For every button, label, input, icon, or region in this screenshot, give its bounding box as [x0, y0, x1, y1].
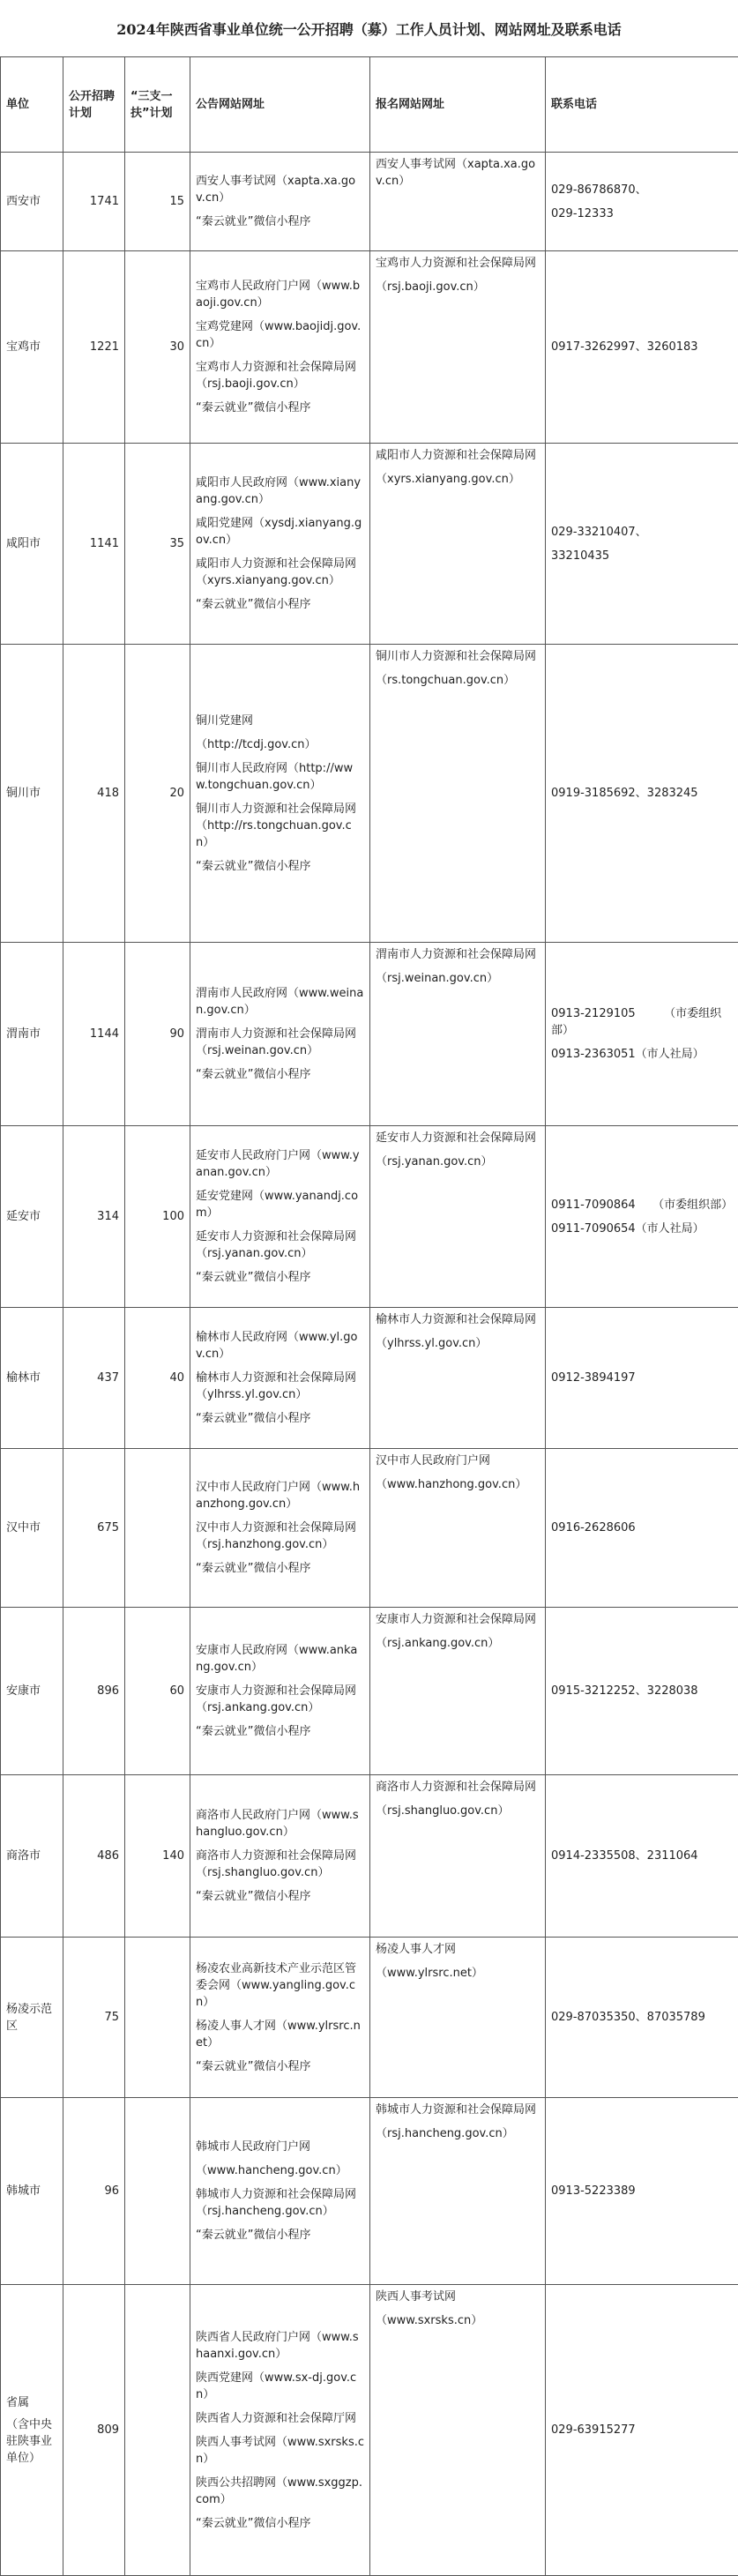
unit-cell	[1, 1608, 63, 1775]
notice-line[interactable]: 西安人事考试网（xapta.xa.gov.cn）	[196, 173, 364, 206]
register-line[interactable]: （rsj.baoji.gov.cn）	[376, 279, 540, 295]
unit-cell	[1, 1126, 63, 1308]
table-row	[1, 2098, 738, 2285]
unit-cell	[1, 153, 63, 251]
notice-site-cell	[190, 153, 370, 251]
register-line[interactable]: （www.ylrsrc.net）	[376, 1965, 540, 1982]
phone-cell	[546, 1608, 738, 1775]
plan-count: 896	[63, 1608, 125, 1775]
phone-line: 0913-5223389	[551, 2183, 733, 2199]
plan-count: 418	[63, 645, 125, 943]
phone-cell	[546, 2098, 738, 2285]
unit-name: 汉中市	[6, 1519, 57, 1536]
phone-cell	[546, 645, 738, 943]
notice-line[interactable]: 陕西省人力资源和社会保障厅网	[196, 2410, 364, 2427]
register-site-cell	[370, 2098, 546, 2285]
phone-cell	[546, 1126, 738, 1308]
notice-line[interactable]: 杨凌农业高新技术产业示范区管委会网（www.yangling.gov.cn）	[196, 1960, 364, 2011]
notice-line[interactable]: 延安市人民政府门户网（www.yanan.gov.cn）	[196, 1147, 364, 1181]
register-line[interactable]: 铜川市人力资源和社会保障局网	[376, 648, 540, 665]
phone-line: 029-12333	[551, 205, 733, 222]
phone-cell	[546, 153, 738, 251]
register-site-cell	[370, 1938, 546, 2098]
unit-name: 韩城市	[6, 2183, 57, 2199]
notice-line[interactable]: 延安党建网（www.yanandj.com）	[196, 1188, 364, 1221]
notice-line[interactable]: “秦云就业”微信小程序	[196, 1888, 364, 1905]
phone-line: 029-86786870、	[551, 182, 733, 198]
phone-cell	[546, 943, 738, 1126]
phone-line: 0917-3262997、3260183	[551, 339, 733, 355]
notice-line[interactable]: 榆林市人力资源和社会保障局网（ylhrss.yl.gov.cn）	[196, 1370, 364, 1403]
register-line[interactable]: （www.sxrsks.cn）	[376, 2312, 540, 2329]
unit-name: 铜川市	[6, 785, 57, 802]
register-line[interactable]: 咸阳市人力资源和社会保障局网	[376, 447, 540, 464]
table-row	[1, 1449, 738, 1608]
unit-cell	[1, 645, 63, 943]
unit-name: 杨凌示范区	[6, 2001, 57, 2035]
table-body	[1, 153, 738, 2576]
unit-name: 榆林市	[6, 1370, 57, 1386]
notice-line[interactable]: 韩城市人力资源和社会保障局网（rsj.hancheng.gov.cn）	[196, 2186, 364, 2220]
phone-line: 029-63915277	[551, 2422, 733, 2438]
register-line[interactable]: 杨凌人事人才网	[376, 1941, 540, 1958]
plan-count: 675	[63, 1449, 125, 1608]
phone-cell	[546, 1775, 738, 1938]
sanzhi-count	[125, 1938, 190, 2098]
register-line[interactable]: 榆林市人力资源和社会保障局网	[376, 1311, 540, 1328]
header-register-site: 报名网站网址	[370, 57, 546, 153]
header-plan: 公开招聘计划	[63, 57, 125, 153]
unit-name: 宝鸡市	[6, 339, 57, 355]
register-line[interactable]: （ylhrss.yl.gov.cn）	[376, 1335, 540, 1352]
notice-line[interactable]: 陕西党建网（www.sx-dj.gov.cn）	[196, 2370, 364, 2403]
register-site-cell	[370, 1126, 546, 1308]
sanzhi-count: 40	[125, 1308, 190, 1449]
plan-count: 437	[63, 1308, 125, 1449]
notice-line[interactable]: 杨凌人事人才网（www.ylrsrc.net）	[196, 2018, 364, 2051]
notice-line[interactable]: “秦云就业”微信小程序	[196, 858, 364, 875]
table-row	[1, 153, 738, 251]
table-row	[1, 444, 738, 645]
notice-line[interactable]: 渭南市人力资源和社会保障局网（rsj.weinan.gov.cn）	[196, 1026, 364, 1059]
notice-site-cell	[190, 943, 370, 1126]
notice-line[interactable]: 延安市人力资源和社会保障局网（rsj.yanan.gov.cn）	[196, 1228, 364, 1262]
unit-cell	[1, 2098, 63, 2285]
unit-cell	[1, 444, 63, 645]
unit-cell	[1, 1938, 63, 2098]
notice-site-cell	[190, 251, 370, 444]
sanzhi-count: 35	[125, 444, 190, 645]
notice-line[interactable]: “秦云就业”微信小程序	[196, 2515, 364, 2532]
register-site-cell	[370, 444, 546, 645]
notice-line[interactable]: 咸阳市人民政府网（www.xianyang.gov.cn）	[196, 474, 364, 508]
notice-site-cell	[190, 1449, 370, 1608]
register-line[interactable]: 延安市人力资源和社会保障局网	[376, 1130, 540, 1146]
plan-count: 486	[63, 1775, 125, 1938]
notice-line[interactable]: “秦云就业”微信小程序	[196, 1560, 364, 1577]
notice-site-cell	[190, 2098, 370, 2285]
notice-site-cell	[190, 2285, 370, 2576]
table-row	[1, 1775, 738, 1938]
plan-count: 75	[63, 1938, 125, 2098]
notice-site-cell	[190, 645, 370, 943]
register-site-cell	[370, 2285, 546, 2576]
register-site-cell	[370, 1775, 546, 1938]
notice-line[interactable]: 安康市人民政府网（www.ankang.gov.cn）	[196, 1642, 364, 1676]
sanzhi-count: 60	[125, 1608, 190, 1775]
sanzhi-count: 140	[125, 1775, 190, 1938]
sanzhi-count: 15	[125, 153, 190, 251]
register-line[interactable]: （www.hanzhong.gov.cn）	[376, 1476, 540, 1493]
register-site-cell	[370, 943, 546, 1126]
header-unit: 单位	[1, 57, 63, 153]
sanzhi-count	[125, 2285, 190, 2576]
phone-cell	[546, 444, 738, 645]
phone-line: 029-87035350、87035789	[551, 2009, 733, 2026]
unit-cell	[1, 2285, 63, 2576]
phone-line: 029-33210407、	[551, 524, 733, 541]
register-line[interactable]: （rsj.shangluo.gov.cn）	[376, 1803, 540, 1819]
plan-count: 1141	[63, 444, 125, 645]
notice-line[interactable]: “秦云就业”微信小程序	[196, 399, 364, 416]
register-site-cell	[370, 153, 546, 251]
register-line[interactable]: 西安人事考试网（xapta.xa.gov.cn）	[376, 156, 540, 190]
register-site-cell	[370, 1449, 546, 1608]
notice-site-cell	[190, 1308, 370, 1449]
recruitment-table	[0, 56, 738, 2576]
register-site-cell	[370, 1608, 546, 1775]
unit-cell	[1, 1775, 63, 1938]
sanzhi-count	[125, 1449, 190, 1608]
table-row	[1, 251, 738, 444]
notice-line[interactable]: “秦云就业”微信小程序	[196, 213, 364, 230]
notice-site-cell	[190, 1608, 370, 1775]
sanzhi-count	[125, 2098, 190, 2285]
register-line[interactable]: 商洛市人力资源和社会保障局网	[376, 1779, 540, 1796]
register-line[interactable]: 汉中市人民政府门户网	[376, 1452, 540, 1469]
phone-line: 0911-7090654（市人社局）	[551, 1221, 733, 1237]
unit-name: 延安市	[6, 1208, 57, 1225]
notice-line[interactable]: 陕西省人民政府门户网（www.shaanxi.gov.cn）	[196, 2329, 364, 2363]
unit-cell	[1, 943, 63, 1126]
unit-name: 西安市	[6, 193, 57, 210]
plan-count: 314	[63, 1126, 125, 1308]
table-row	[1, 1938, 738, 2098]
phone-line: 0912-3894197	[551, 1370, 733, 1386]
header-phone: 联系电话	[546, 57, 738, 153]
phone-cell	[546, 1449, 738, 1608]
phone-cell	[546, 2285, 738, 2576]
table-row	[1, 645, 738, 943]
notice-line[interactable]: “秦云就业”微信小程序	[196, 2227, 364, 2244]
header-notice-site: 公告网站网址	[190, 57, 370, 153]
notice-line[interactable]: 汉中市人力资源和社会保障局网（rsj.hanzhong.gov.cn）	[196, 1519, 364, 1553]
phone-cell	[546, 251, 738, 444]
unit-note: （含中央驻陕事业单位）	[6, 2416, 57, 2467]
notice-site-cell	[190, 1126, 370, 1308]
register-line[interactable]: 陕西人事考试网	[376, 2289, 540, 2305]
plan-count: 1144	[63, 943, 125, 1126]
plan-count: 96	[63, 2098, 125, 2285]
table-header-row	[1, 57, 738, 153]
register-line[interactable]: 渭南市人力资源和社会保障局网	[376, 946, 540, 963]
unit-name: 渭南市	[6, 1026, 57, 1042]
phone-line: 0913-2129105 （市委组织部）	[551, 1005, 733, 1039]
phone-line: 0915-3212252、3228038	[551, 1683, 733, 1699]
notice-line[interactable]: 宝鸡党建网（www.baojidj.gov.cn）	[196, 318, 364, 352]
notice-line[interactable]: “秦云就业”微信小程序	[196, 596, 364, 613]
table-row	[1, 2285, 738, 2576]
phone-line: 0913-2363051（市人社局）	[551, 1046, 733, 1063]
notice-line[interactable]: 汉中市人民政府门户网（www.hanzhong.gov.cn）	[196, 1479, 364, 1512]
notice-line[interactable]: 安康市人力资源和社会保障局网（rsj.ankang.gov.cn）	[196, 1683, 364, 1716]
phone-line: 0919-3185692、3283245	[551, 785, 733, 802]
notice-line[interactable]: 铜川市人力资源和社会保障局网（http://rs.tongchuan.gov.cn）	[196, 801, 364, 851]
notice-line[interactable]: 商洛市人民政府门户网（www.shangluo.gov.cn）	[196, 1807, 364, 1841]
notice-line[interactable]: 陕西公共招聘网（www.sxggzp.com）	[196, 2475, 364, 2508]
notice-line[interactable]: 渭南市人民政府网（www.weinan.gov.cn）	[196, 985, 364, 1019]
page-title: 2024年陕西省事业单位统一公开招聘（募）工作人员计划、网站网址及联系电话	[0, 0, 738, 56]
notice-line[interactable]: 咸阳市人力资源和社会保障局网（xyrs.xianyang.gov.cn）	[196, 556, 364, 589]
notice-line[interactable]: 宝鸡市人力资源和社会保障局网（rsj.baoji.gov.cn）	[196, 359, 364, 392]
notice-line[interactable]: 榆林市人民政府网（www.yl.gov.cn）	[196, 1329, 364, 1363]
unit-name: 省属	[6, 2394, 57, 2411]
notice-line[interactable]: 韩城市人民政府门户网	[196, 2139, 364, 2155]
notice-line[interactable]: “秦云就业”微信小程序	[196, 1066, 364, 1083]
phone-line: 0914-2335508、2311064	[551, 1848, 733, 1864]
register-line[interactable]: 宝鸡市人力资源和社会保障局网	[376, 255, 540, 272]
plan-count: 1741	[63, 153, 125, 251]
notice-line[interactable]: “秦云就业”微信小程序	[196, 1723, 364, 1740]
table-row	[1, 943, 738, 1126]
notice-line[interactable]: 陕西人事考试网（www.sxrsks.cn）	[196, 2434, 364, 2468]
plan-count: 1221	[63, 251, 125, 444]
register-line[interactable]: （rsj.yanan.gov.cn）	[376, 1154, 540, 1170]
notice-line[interactable]: “秦云就业”微信小程序	[196, 1269, 364, 1286]
register-line[interactable]: （xyrs.xianyang.gov.cn）	[376, 471, 540, 488]
notice-line[interactable]: 铜川党建网	[196, 713, 364, 729]
notice-site-cell	[190, 1775, 370, 1938]
unit-name: 商洛市	[6, 1848, 57, 1864]
notice-line[interactable]: 咸阳党建网（xysdj.xianyang.gov.cn）	[196, 515, 364, 549]
notice-line[interactable]: （http://tcdj.gov.cn）	[196, 736, 364, 753]
phone-line: 0916-2628606	[551, 1519, 733, 1536]
phone-line: 33210435	[551, 548, 733, 564]
sanzhi-count: 100	[125, 1126, 190, 1308]
phone-cell	[546, 1308, 738, 1449]
table-row	[1, 1126, 738, 1308]
notice-line[interactable]: 宝鸡市人民政府门户网（www.baoji.gov.cn）	[196, 278, 364, 311]
sanzhi-count: 20	[125, 645, 190, 943]
table-row	[1, 1308, 738, 1449]
register-site-cell	[370, 645, 546, 943]
unit-cell	[1, 1308, 63, 1449]
notice-line[interactable]: “秦云就业”微信小程序	[196, 2058, 364, 2075]
register-line[interactable]: （rsj.hancheng.gov.cn）	[376, 2125, 540, 2142]
notice-line[interactable]: （www.hancheng.gov.cn）	[196, 2162, 364, 2179]
unit-cell	[1, 1449, 63, 1608]
notice-site-cell	[190, 1938, 370, 2098]
notice-line[interactable]: 商洛市人力资源和社会保障局网（rsj.shangluo.gov.cn）	[196, 1848, 364, 1881]
sanzhi-count: 30	[125, 251, 190, 444]
table-row	[1, 1608, 738, 1775]
register-line[interactable]: 安康市人力资源和社会保障局网	[376, 1611, 540, 1628]
register-line[interactable]: （rsj.weinan.gov.cn）	[376, 970, 540, 987]
plan-count: 809	[63, 2285, 125, 2576]
notice-line[interactable]: 铜川市人民政府网（http://www.tongchuan.gov.cn）	[196, 760, 364, 794]
register-line[interactable]: 韩城市人力资源和社会保障局网	[376, 2102, 540, 2118]
sanzhi-count: 90	[125, 943, 190, 1126]
notice-site-cell	[190, 444, 370, 645]
unit-cell	[1, 251, 63, 444]
register-site-cell	[370, 1308, 546, 1449]
register-line[interactable]: （rsj.ankang.gov.cn）	[376, 1635, 540, 1652]
phone-cell	[546, 1938, 738, 2098]
unit-name: 安康市	[6, 1683, 57, 1699]
register-line[interactable]: （rs.tongchuan.gov.cn）	[376, 672, 540, 689]
unit-name: 咸阳市	[6, 535, 57, 552]
phone-line: 0911-7090864 （市委组织部）	[551, 1197, 733, 1213]
header-sanzhi: “三支一扶”计划	[125, 57, 190, 153]
notice-line[interactable]: “秦云就业”微信小程序	[196, 1410, 364, 1427]
register-site-cell	[370, 251, 546, 444]
